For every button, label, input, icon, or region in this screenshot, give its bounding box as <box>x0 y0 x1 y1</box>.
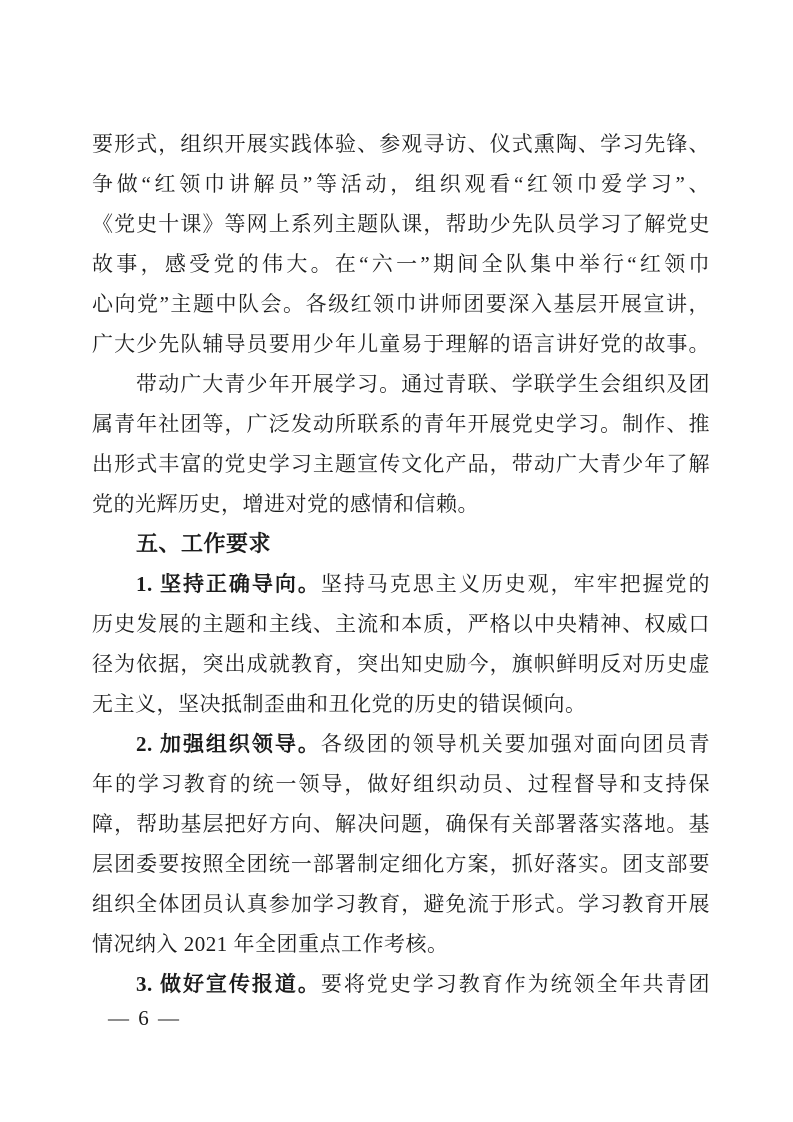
text-line: 争做“红领巾讲解员”等活动，组织观看“红领巾爱学习”、 <box>92 172 710 196</box>
text-line: 层团委要按照全团统一部署制定细化方案，抓好落实。团支部要 <box>92 852 710 876</box>
text-line: 情况纳入 2021 年全团重点工作考核。 <box>92 932 449 956</box>
text-line: 出形式丰富的党史学习主题宣传文化产品，带动广大青少年了解 <box>92 452 710 476</box>
text-line: 3. 做好宣传报道。要将党史学习教育作为统领全年共青团 <box>136 972 710 996</box>
section-heading: 五、工作要求 <box>136 531 272 556</box>
text-line: 径为依据，突出成就教育，突出知史励今，旗帜鲜明反对历史虚 <box>92 652 710 676</box>
text-block <box>92 124 710 1004</box>
text-line: 广大少先队辅导员要用少年儿童易于理解的语言讲好党的故事。 <box>92 332 710 356</box>
paragraph-lead: 2. 加强组织领导。 <box>136 732 321 756</box>
text-line: 历史发展的主题和主线、主流和本质，严格以中央精神、权威口 <box>92 612 710 636</box>
text-line: 党的光辉历史，增进对党的感情和信赖。 <box>92 492 479 516</box>
paragraph-lead: 1. 坚持正确导向。 <box>136 572 321 596</box>
page-number: — 6 — <box>108 1006 181 1030</box>
text-line: 心向党”主题中队会。各级红领巾讲师团要深入基层开展宣讲， <box>92 292 710 316</box>
text-line: 故事，感受党的伟大。在“六一”期间全队集中举行“红领巾 <box>92 252 710 276</box>
text-line: 《党史十课》等网上系列主题队课，帮助少先队员学习了解党史 <box>92 212 710 236</box>
text-line: 要形式，组织开展实践体验、参观寻访、仪式熏陶、学习先锋、 <box>92 132 710 156</box>
text-line: 障，帮助基层把好方向、解决问题，确保有关部署落实落地。基 <box>92 812 710 836</box>
paragraph-lead: 3. 做好宣传报道。 <box>136 972 321 996</box>
text-line: 无主义，坚决抵制歪曲和丑化党的历史的错误倾向。 <box>92 692 587 716</box>
text-line: 年的学习教育的统一领导，做好组织动员、过程督导和支持保 <box>92 772 710 796</box>
text-line: 1. 坚持正确导向。坚持马克思主义历史观，牢牢把握党的 <box>136 572 710 596</box>
text-line: 2. 加强组织领导。各级团的领导机关要加强对面向团员青 <box>136 732 710 756</box>
text-line: 组织全体团员认真参加学习教育，避免流于形式。学习教育开展 <box>92 892 710 916</box>
text-line: 带动广大青少年开展学习。通过青联、学联学生会组织及团 <box>136 372 710 396</box>
text-line: 属青年社团等，广泛发动所联系的青年开展党史学习。制作、推 <box>92 412 710 436</box>
